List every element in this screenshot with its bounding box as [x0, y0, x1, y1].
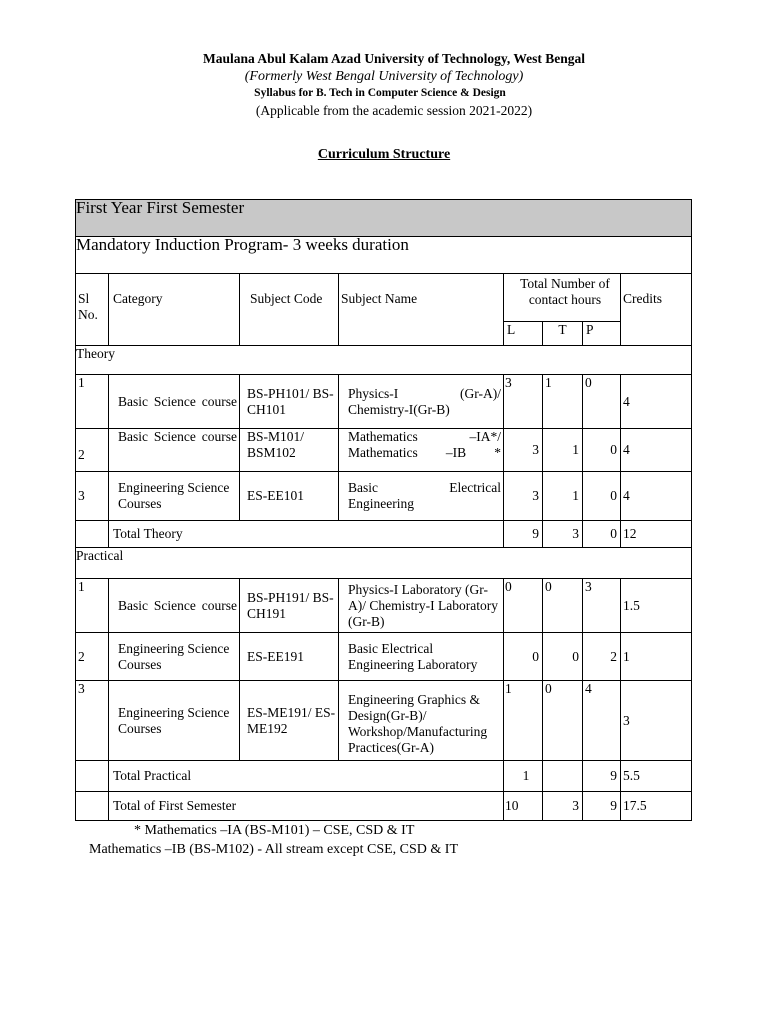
l-cell: 3 [504, 429, 543, 472]
credits-cell: 3 [621, 681, 692, 761]
empty-cell [76, 792, 109, 821]
curriculum-table [75, 199, 692, 821]
empty-cell [76, 521, 109, 548]
table-row [76, 633, 692, 681]
credits-cell: 4 [621, 429, 692, 472]
subject-name-text: Physics-I (Gr-A)/ Chemistry-I(Gr-B) [348, 385, 501, 417]
empty-cell [76, 761, 109, 792]
header-contact-hours: Total Number of contact hours [504, 274, 621, 322]
category-cell: Engineering Science Courses [109, 681, 240, 761]
syllabus-title: Syllabus for B. Tech in Computer Science & Design [254, 87, 506, 99]
subject-name-cell: Physics-I Laboratory (Gr-A)/ Chemistry-I Laboratory (Gr-B) [339, 579, 504, 633]
total-theory-label: Total Theory [109, 521, 504, 548]
total-theory-l: 9 [504, 521, 543, 548]
subject-code-cell: ES-EE101 [240, 472, 339, 521]
sl-cell: 2 [76, 633, 109, 681]
subject-name-text: Basic Electrical Engineering [348, 480, 501, 511]
sl-cell: 3 [76, 472, 109, 521]
category-cell: Engineering Science Courses [109, 633, 240, 681]
category-cell [109, 579, 240, 633]
total-practical-l: 1 [504, 761, 543, 792]
sl-cell: 1 [76, 579, 109, 633]
header-category: Category [109, 274, 240, 346]
t-cell: 1 [543, 472, 583, 521]
semester-title: First Year First Semester [76, 200, 692, 237]
subject-name-cell: Engineering Graphics & Design(Gr-B)/ Workshop/Manufacturing Practices(Gr-A) [339, 681, 504, 761]
total-semester-row [76, 792, 692, 821]
header-p: P [583, 322, 621, 346]
applicable-session: (Applicable from the academic session 2021-2022) [255, 103, 533, 118]
p-cell: 3 [583, 579, 621, 633]
subject-name-cell [339, 472, 504, 521]
section-title: Curriculum Structure [317, 147, 451, 162]
footnote-mathematics-ia: * Mathematics –IA (BS-M101) – CSE, CSD & IT [134, 823, 415, 838]
category-cell: Engineering Science Courses [109, 472, 240, 521]
category-text: Basic Science course [118, 597, 237, 613]
subject-code-cell: ES-ME191/ ES-ME192 [240, 681, 339, 761]
t-cell: 0 [543, 681, 583, 761]
semester-row [76, 200, 692, 237]
subject-code-cell: BS-PH191/ BS-CH191 [240, 579, 339, 633]
university-name: Maulana Abul Kalam Azad University of Technology, West Bengal [203, 51, 585, 66]
footnote-mathematics-ib: Mathematics –IB (BS-M102) - All stream except CSE, CSD & IT [89, 842, 459, 857]
induction-row [76, 237, 692, 274]
header-subject-code: Subject Code [240, 274, 339, 346]
sl-cell: 2 [76, 429, 109, 472]
header-subject-name: Subject Name [339, 274, 504, 346]
subject-name-cell [339, 429, 504, 472]
subject-name-text: Mathematics –IA*/ Mathematics –IB * [348, 429, 501, 460]
total-theory-t: 3 [543, 521, 583, 548]
total-semester-credits: 17.5 [621, 792, 692, 821]
theory-label: Theory [76, 346, 692, 375]
total-theory-row [76, 521, 692, 548]
category-text: Basic Science course [118, 393, 237, 409]
t-cell: 0 [543, 633, 583, 681]
total-semester-label: Total of First Semester [109, 792, 504, 821]
table-row [76, 579, 692, 633]
subject-name-cell [339, 375, 504, 429]
table-row [76, 429, 692, 472]
table-row [76, 375, 692, 429]
credits-cell: 1.5 [621, 579, 692, 633]
total-semester-p: 9 [583, 792, 621, 821]
induction-program: Mandatory Induction Program- 3 weeks duration [76, 237, 692, 274]
p-cell: 0 [583, 472, 621, 521]
category-cell [109, 429, 240, 472]
category-text: Basic Science course [118, 429, 237, 444]
practical-label: Practical [76, 548, 692, 579]
total-practical-label: Total Practical [109, 761, 504, 792]
l-cell: 1 [504, 681, 543, 761]
theory-section-row [76, 346, 692, 375]
credits-cell: 1 [621, 633, 692, 681]
total-practical-p: 9 [583, 761, 621, 792]
header-credits: Credits [621, 274, 692, 346]
subject-name-cell: Basic Electrical Engineering Laboratory [339, 633, 504, 681]
practical-section-row [76, 548, 692, 579]
column-header-row [76, 274, 692, 322]
sl-cell: 3 [76, 681, 109, 761]
p-cell: 0 [583, 429, 621, 472]
p-cell: 2 [583, 633, 621, 681]
total-semester-t: 3 [543, 792, 583, 821]
header-l: L [504, 322, 543, 346]
total-practical-row [76, 761, 692, 792]
header-t: T [543, 322, 583, 346]
t-cell: 1 [543, 429, 583, 472]
total-practical-credits: 5.5 [621, 761, 692, 792]
table-row [76, 681, 692, 761]
l-cell: 0 [504, 633, 543, 681]
l-cell: 3 [504, 472, 543, 521]
total-practical-t [543, 761, 583, 792]
t-cell: 0 [543, 579, 583, 633]
subject-code-cell: BS-M101/ BSM102 [240, 429, 339, 472]
subject-code-cell: ES-EE191 [240, 633, 339, 681]
total-semester-l: 10 [504, 792, 543, 821]
l-cell: 0 [504, 579, 543, 633]
credits-cell: 4 [621, 375, 692, 429]
category-cell [109, 375, 240, 429]
total-theory-p: 0 [583, 521, 621, 548]
formerly-name: (Formerly West Bengal University of Technology) [244, 69, 524, 84]
total-theory-credits: 12 [621, 521, 692, 548]
header-sl: Sl No. [76, 274, 109, 346]
p-cell: 0 [583, 375, 621, 429]
t-cell: 1 [543, 375, 583, 429]
l-cell: 3 [504, 375, 543, 429]
sl-cell: 1 [76, 375, 109, 429]
p-cell: 4 [583, 681, 621, 761]
subject-code-cell: BS-PH101/ BS-CH101 [240, 375, 339, 429]
table-row [76, 472, 692, 521]
credits-cell: 4 [621, 472, 692, 521]
